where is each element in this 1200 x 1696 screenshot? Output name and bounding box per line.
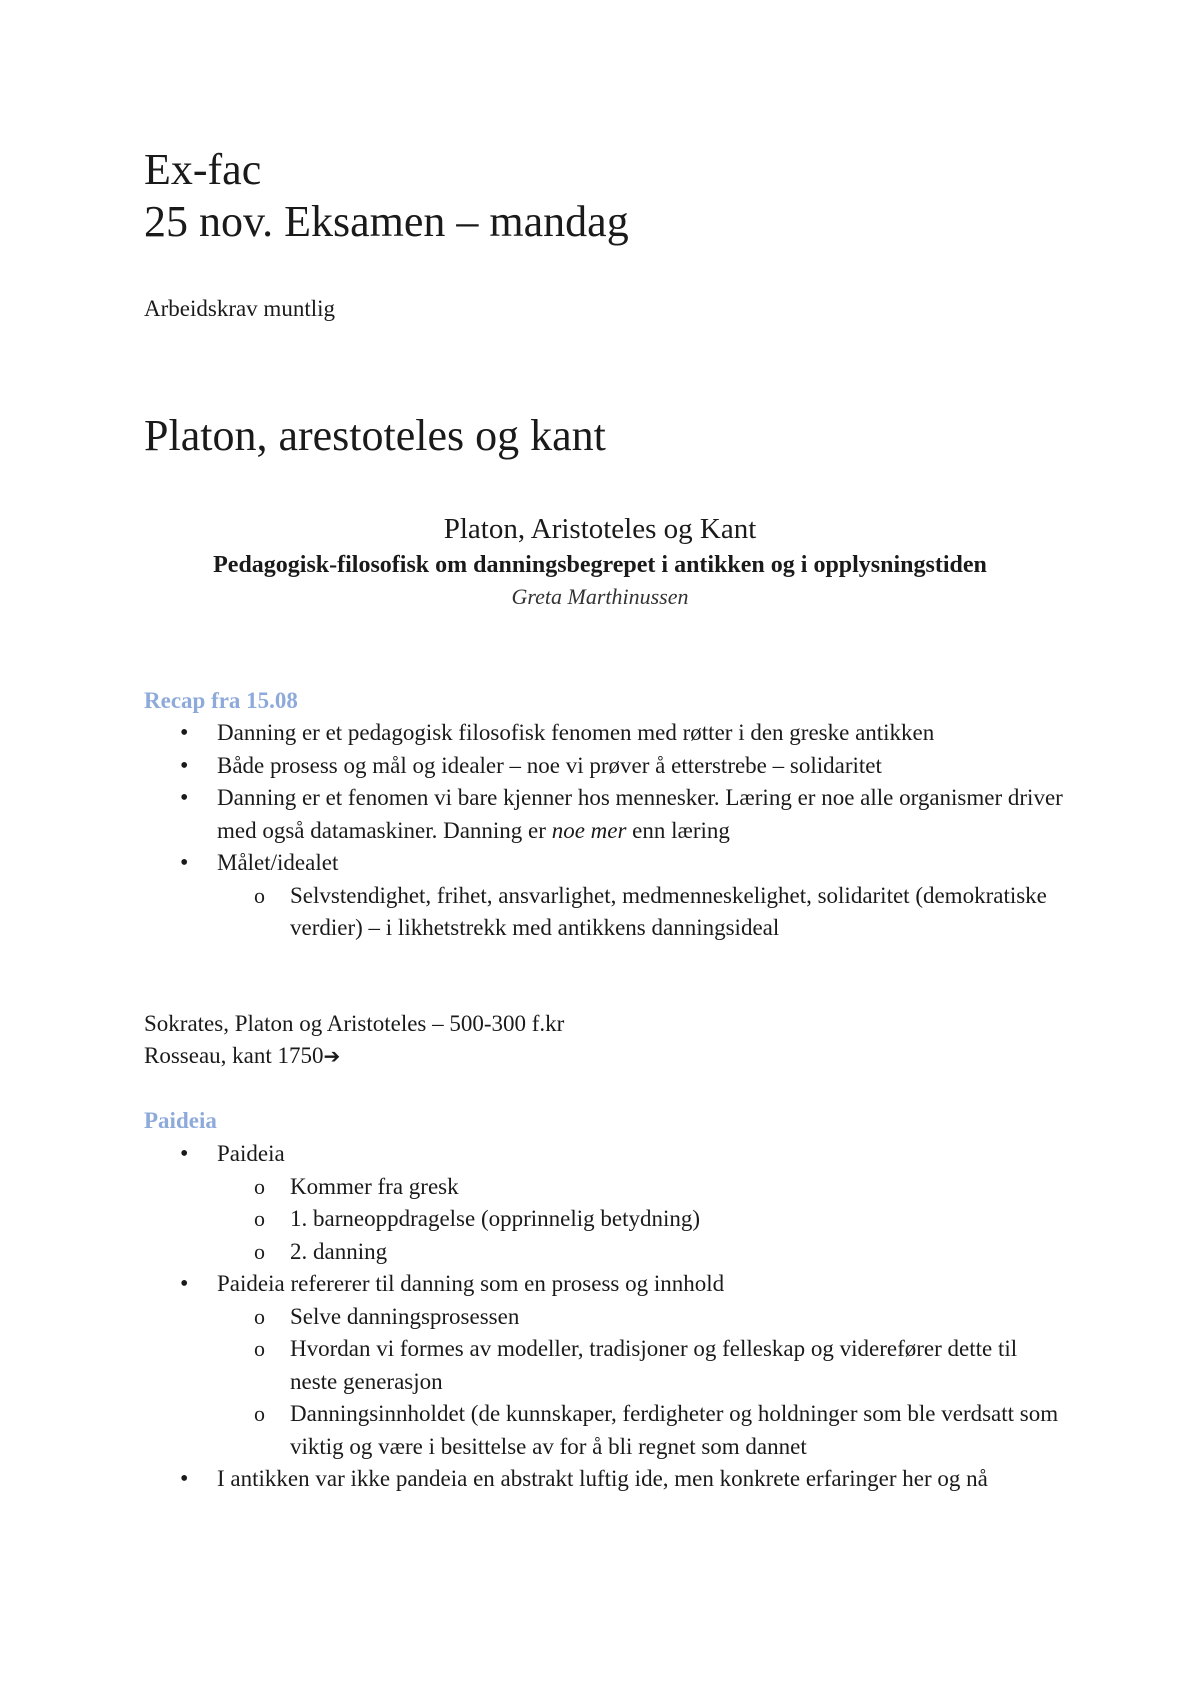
- section-heading-paideia: Paideia: [144, 1108, 217, 1133]
- sub-list: [217, 880, 1064, 945]
- timeline: [144, 1008, 564, 1072]
- sub-list-item: o Hvordan vi formes av modeller, tradisjoner og felleskap og viderefører dette til neste generasjon: [217, 1333, 1064, 1398]
- list-item: • Målet/idealet o Selvstendighet, frihet, ansvarlighet, medmenneskelighet, solidaritet (demokratiske verdier) – i likhetstrekk med antikkens danningsideal: [144, 847, 1064, 945]
- sub-list: [217, 1171, 1064, 1269]
- list-item: • Paideia refererer til danning som en prosess og innhold o Selve danningsprosessen o Hvordan vi formes av modeller, tradisjoner og felleskap og viderefører dette til neste generasjon o Danningsinnholdet (de kunnskaper, ferdigheter og holdninger som ble verdsatt som viktig og være i besittelse av for å bli regnet som dannet: [144, 1268, 1064, 1463]
- sub-list: [217, 1301, 1064, 1464]
- main-heading: Platon, arestoteles og kant: [144, 411, 606, 460]
- sub-list-item: o 2. danning: [217, 1236, 1064, 1269]
- emphasis: noe mer: [551, 817, 627, 843]
- document-title: [144, 144, 629, 248]
- sub-list-item: o Danningsinnholdet (de kunnskaper, ferdigheter og holdninger som ble verdsatt som viktig og være i besittelse av for å bli regnet som dannet: [217, 1398, 1064, 1463]
- right-arrow-icon: ➔: [323, 1044, 341, 1068]
- sub-list-item: o Kommer fra gresk: [217, 1171, 1064, 1204]
- sub-list-item: o 1. barneoppdragelse (opprinnelig betydning): [217, 1203, 1064, 1236]
- section-heading-recap: Recap fra 15.08: [144, 688, 298, 713]
- recap-list: [144, 717, 1064, 945]
- sub-list-item: o Selve danningsprosessen: [217, 1301, 1064, 1334]
- list-item: • Danning er et pedagogisk filosofisk fenomen med røtter i den greske antikken: [144, 717, 1064, 750]
- source-title: Platon, Aristoteles og Kant: [443, 513, 757, 545]
- list-item: • Danning er et fenomen vi bare kjenner hos mennesker. Læring er noe alle organismer driver med også datamaskiner. Danning er noe mer enn læring: [144, 782, 1064, 847]
- title-line-1: Ex-fac: [144, 145, 262, 194]
- source-author: Greta Marthinussen: [511, 584, 689, 609]
- paideia-list: [144, 1138, 1064, 1496]
- subtitle: Arbeidskrav muntlig: [144, 296, 335, 321]
- list-item: • Paideia o Kommer fra gresk o 1. barneoppdragelse (opprinnelig betydning) o 2. danning: [144, 1138, 1064, 1268]
- timeline-line-1: Sokrates, Platon og Aristoteles – 500-300 f.kr: [144, 1011, 565, 1036]
- list-item: • I antikken var ikke pandeia en abstrakt luftig ide, men konkrete erfaringer her og nå: [144, 1463, 1064, 1496]
- source-reference: [0, 510, 1200, 612]
- timeline-line-2: Rosseau, kant 1750➔: [144, 1043, 341, 1068]
- sub-list-item: o Selvstendighet, frihet, ansvarlighet, medmenneskelighet, solidaritet (demokratiske verdier) – i likhetstrekk med antikkens danningsideal: [217, 880, 1064, 945]
- title-line-2: 25 nov. Eksamen – mandag: [144, 197, 629, 246]
- list-item: • Både prosess og mål og idealer – noe vi prøver å etterstrebe – solidaritet: [144, 750, 1064, 783]
- source-subtitle: Pedagogisk-filosofisk om danningsbegrepet i antikken og i opplysningstiden: [213, 552, 987, 578]
